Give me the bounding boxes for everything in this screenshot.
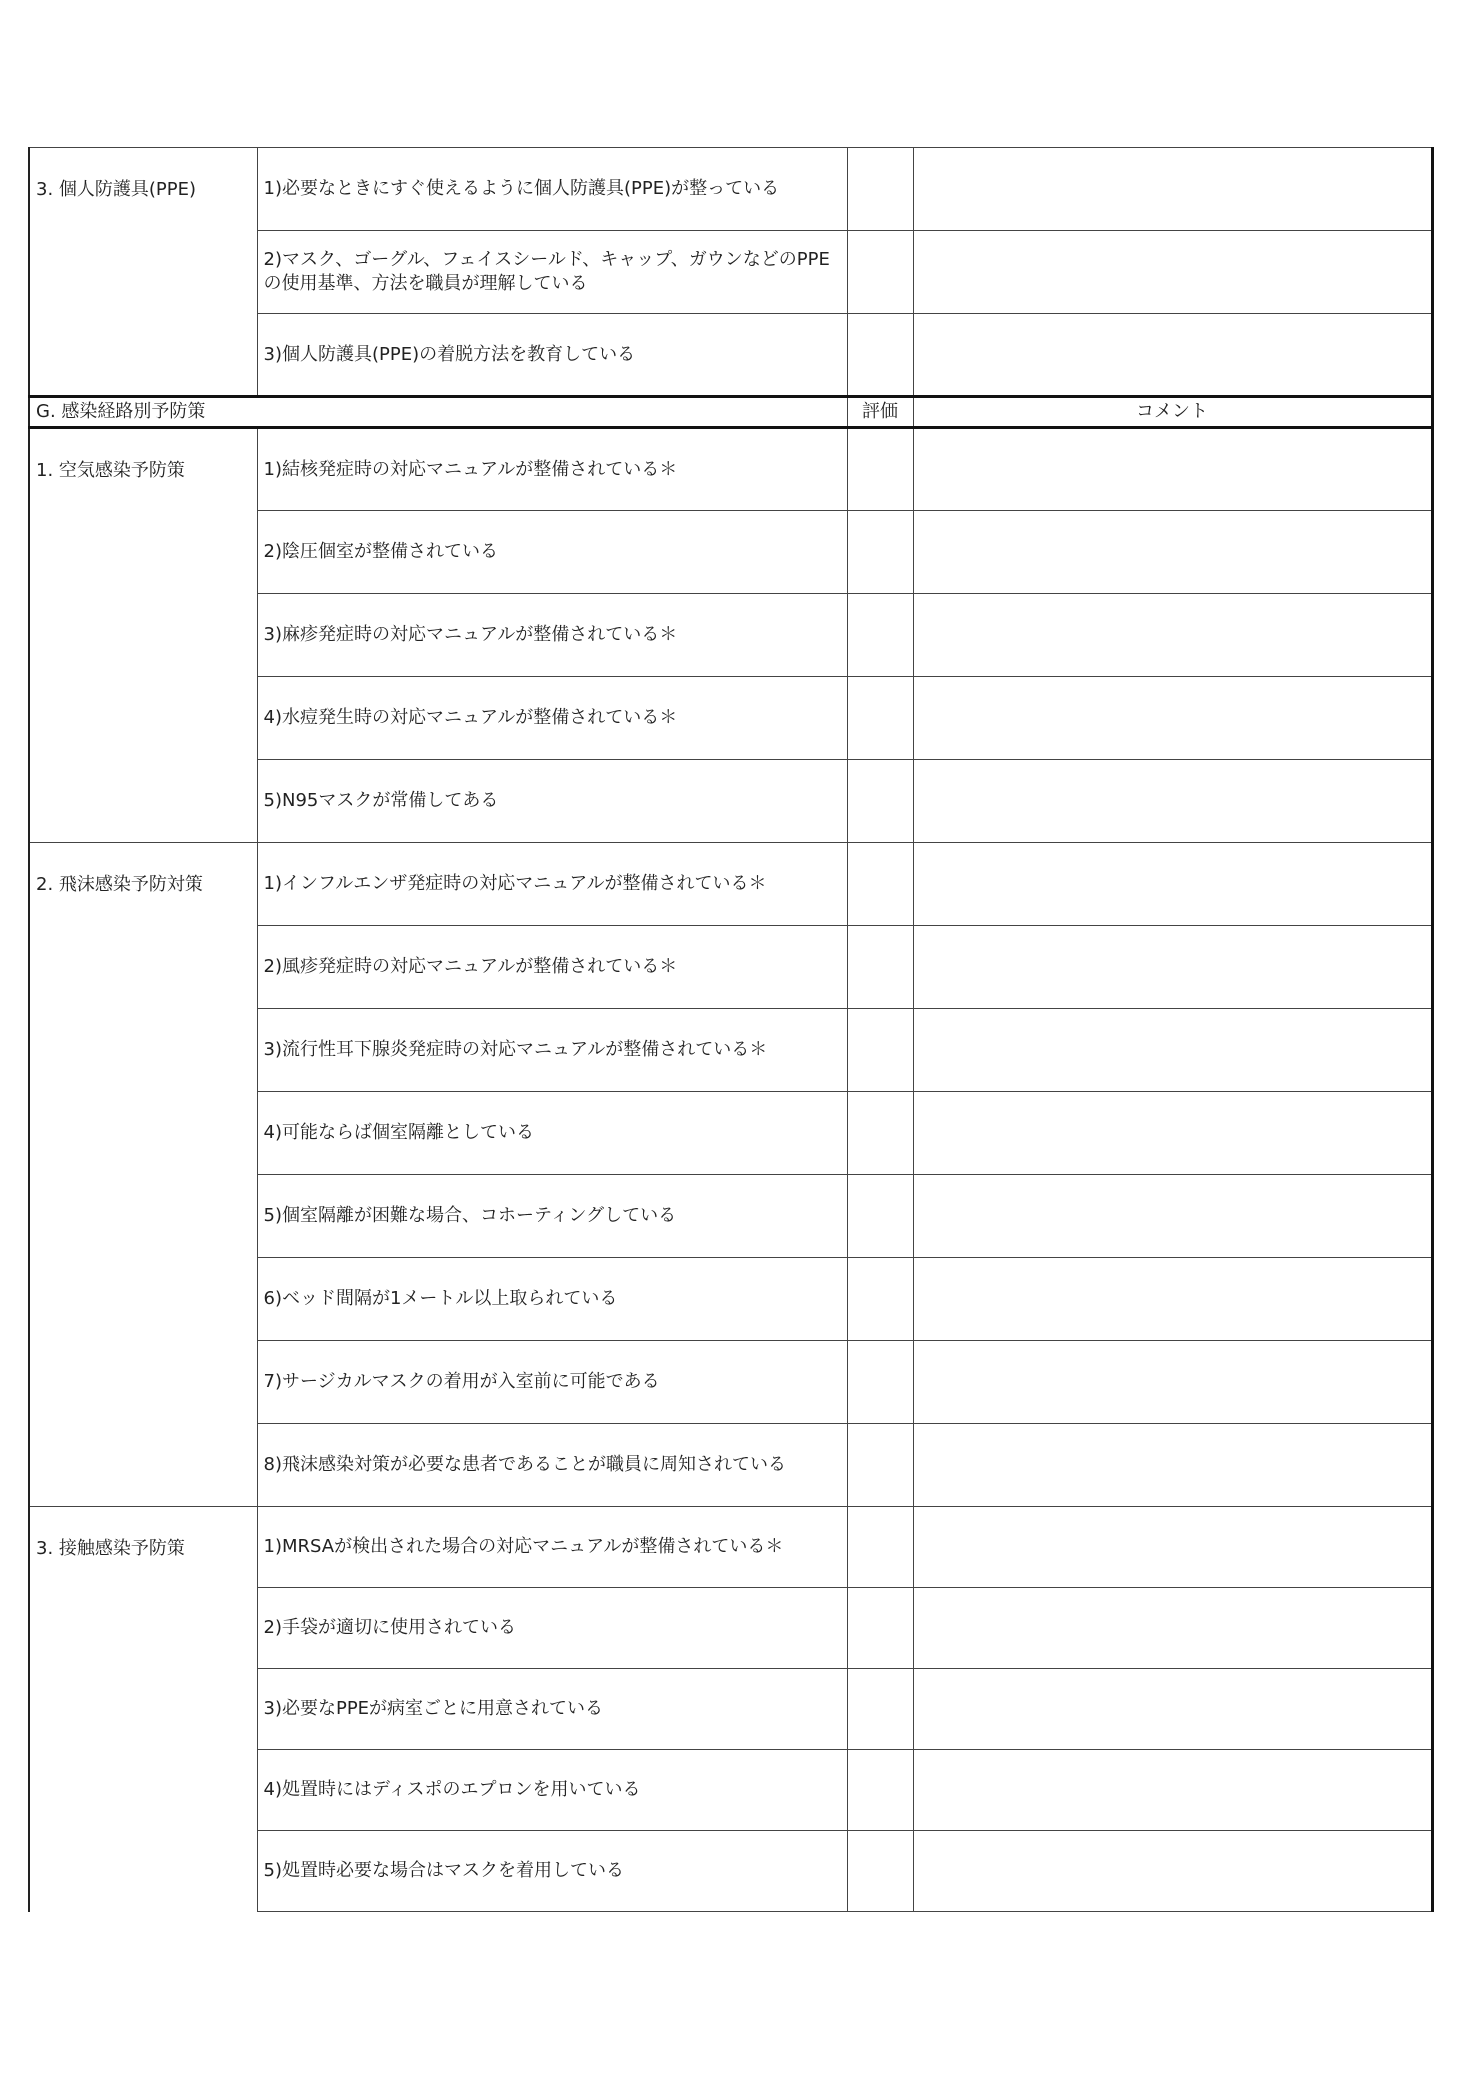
item-text: 5)処置時必要な場合はマスクを着用している	[257, 1831, 847, 1912]
comment-cell[interactable]	[913, 511, 1432, 594]
comment-cell[interactable]	[913, 1009, 1432, 1092]
item-text: 2)陰圧個室が整備されている	[257, 511, 847, 594]
evaluation-cell[interactable]	[847, 148, 913, 231]
item-text: 3)個人防護具(PPE)の着脱方法を教育している	[257, 314, 847, 397]
comment-header: コメント	[913, 397, 1432, 428]
evaluation-cell[interactable]	[847, 231, 913, 314]
comment-cell[interactable]	[913, 1588, 1432, 1669]
item-text: 6)ベッド間隔が1メートル以上取られている	[257, 1258, 847, 1341]
comment-cell[interactable]	[913, 314, 1432, 397]
evaluation-cell[interactable]	[847, 1175, 913, 1258]
comment-cell[interactable]	[913, 1092, 1432, 1175]
comment-cell[interactable]	[913, 594, 1432, 677]
evaluation-cell[interactable]	[847, 1750, 913, 1831]
checklist-sheet	[28, 147, 1431, 1912]
comment-cell[interactable]	[913, 1175, 1432, 1258]
section-header-row	[29, 397, 1432, 428]
comment-cell[interactable]	[913, 843, 1432, 926]
evaluation-cell[interactable]	[847, 1009, 913, 1092]
item-text: 4)処置時にはディスポのエプロンを用いている	[257, 1750, 847, 1831]
table-row	[29, 148, 1432, 231]
evaluation-cell[interactable]	[847, 1341, 913, 1424]
evaluation-cell[interactable]	[847, 1588, 913, 1669]
comment-cell[interactable]	[913, 1669, 1432, 1750]
category-ppe: 3. 個人防護具(PPE)	[29, 148, 257, 397]
item-text: 7)サージカルマスクの着用が入室前に可能である	[257, 1341, 847, 1424]
comment-cell[interactable]	[913, 1750, 1432, 1831]
comment-cell[interactable]	[913, 1424, 1432, 1507]
category-droplet: 2. 飛沫感染予防対策	[29, 843, 257, 1507]
comment-cell[interactable]	[913, 1831, 1432, 1912]
checklist-table	[28, 147, 1434, 1912]
evaluation-cell[interactable]	[847, 511, 913, 594]
comment-cell[interactable]	[913, 428, 1432, 511]
item-text: 2)風疹発症時の対応マニュアルが整備されている＊	[257, 926, 847, 1009]
evaluation-cell[interactable]	[847, 1258, 913, 1341]
evaluation-cell[interactable]	[847, 677, 913, 760]
comment-cell[interactable]	[913, 1507, 1432, 1588]
evaluation-cell[interactable]	[847, 1424, 913, 1507]
comment-cell[interactable]	[913, 231, 1432, 314]
comment-cell[interactable]	[913, 677, 1432, 760]
comment-cell[interactable]	[913, 926, 1432, 1009]
item-text: 3)流行性耳下腺炎発症時の対応マニュアルが整備されている＊	[257, 1009, 847, 1092]
evaluation-cell[interactable]	[847, 843, 913, 926]
evaluation-cell[interactable]	[847, 1507, 913, 1588]
item-text: 1)結核発症時の対応マニュアルが整備されている＊	[257, 428, 847, 511]
evaluation-cell[interactable]	[847, 1669, 913, 1750]
section-title: G. 感染経路別予防策	[29, 397, 847, 428]
evaluation-cell[interactable]	[847, 314, 913, 397]
item-text: 2)マスク、ゴーグル、フェイスシールド、キャップ、ガウンなどのPPEの使用基準、方法を職員が理解している	[257, 231, 847, 314]
evaluation-cell[interactable]	[847, 760, 913, 843]
comment-cell[interactable]	[913, 1341, 1432, 1424]
table-row	[29, 1507, 1432, 1588]
item-text: 3)麻疹発症時の対応マニュアルが整備されている＊	[257, 594, 847, 677]
table-row	[29, 428, 1432, 511]
comment-cell[interactable]	[913, 1258, 1432, 1341]
category-contact: 3. 接触感染予防策	[29, 1507, 257, 1912]
item-text: 8)飛沫感染対策が必要な患者であることが職員に周知されている	[257, 1424, 847, 1507]
evaluation-cell[interactable]	[847, 1092, 913, 1175]
table-row	[29, 843, 1432, 926]
item-text: 4)可能ならば個室隔離としている	[257, 1092, 847, 1175]
evaluation-cell[interactable]	[847, 1831, 913, 1912]
evaluation-cell[interactable]	[847, 428, 913, 511]
comment-cell[interactable]	[913, 148, 1432, 231]
comment-cell[interactable]	[913, 760, 1432, 843]
item-text: 2)手袋が適切に使用されている	[257, 1588, 847, 1669]
category-airborne: 1. 空気感染予防策	[29, 428, 257, 843]
item-text: 1)必要なときにすぐ使えるように個人防護具(PPE)が整っている	[257, 148, 847, 231]
evaluation-cell[interactable]	[847, 594, 913, 677]
item-text: 1)インフルエンザ発症時の対応マニュアルが整備されている＊	[257, 843, 847, 926]
item-text: 5)個室隔離が困難な場合、コホーティングしている	[257, 1175, 847, 1258]
evaluation-cell[interactable]	[847, 926, 913, 1009]
evaluation-header: 評価	[847, 397, 913, 428]
item-text: 1)MRSAが検出された場合の対応マニュアルが整備されている＊	[257, 1507, 847, 1588]
item-text: 4)水痘発生時の対応マニュアルが整備されている＊	[257, 677, 847, 760]
item-text: 3)必要なPPEが病室ごとに用意されている	[257, 1669, 847, 1750]
item-text: 5)N95マスクが常備してある	[257, 760, 847, 843]
